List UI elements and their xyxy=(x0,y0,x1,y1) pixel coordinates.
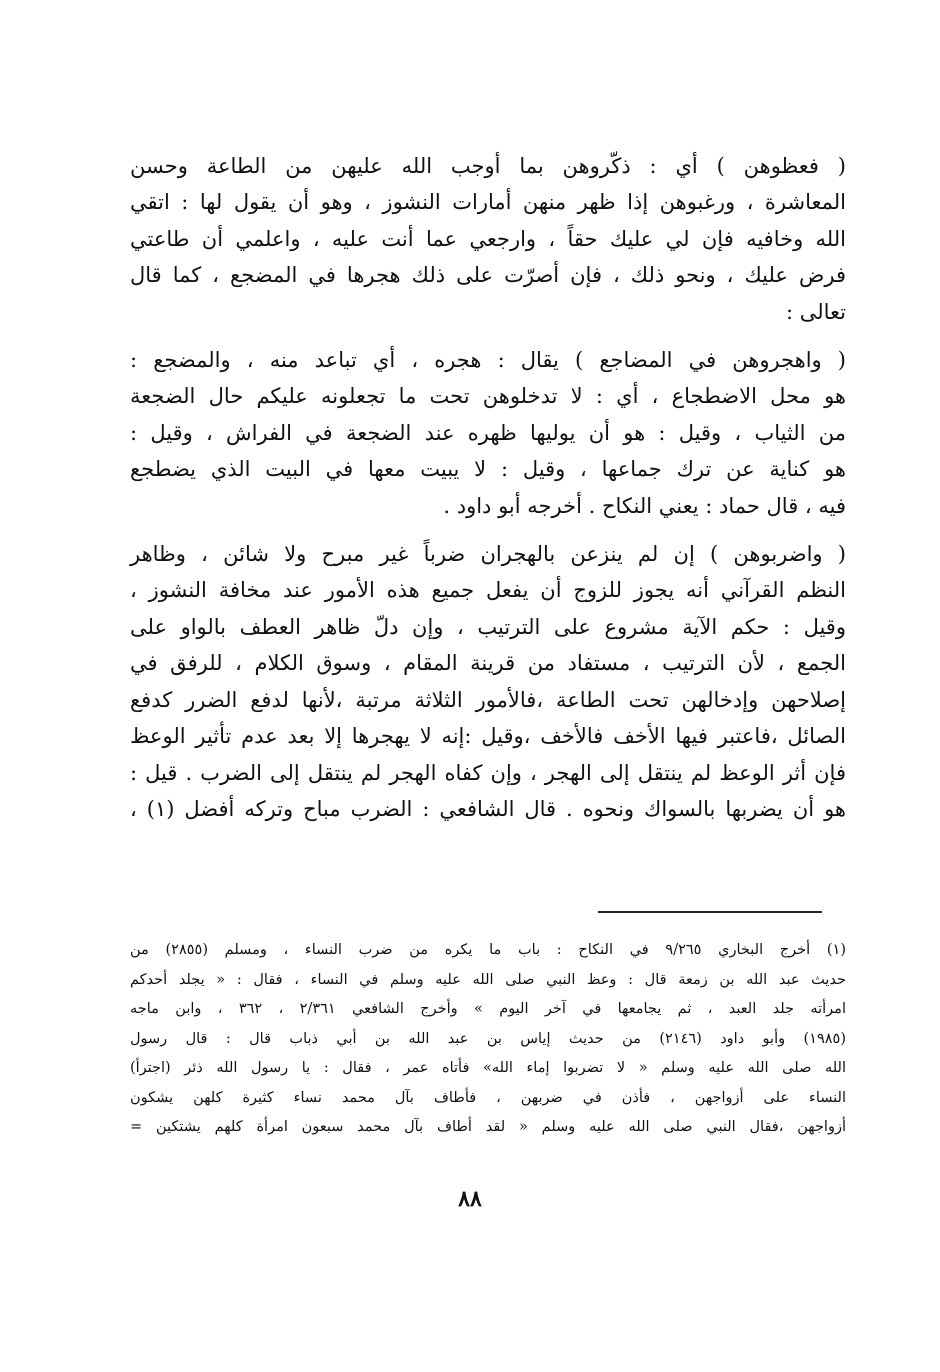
text-line: فيه ، قال حماد : يعني النكاح . أخرجه أبو داود . xyxy=(443,493,846,518)
footnote-line: حديث عبد الله بن زمعة قال : وعظ النبي صلى الله عليه وسلم في النساء ، فقال : « يجلد أحدكم xyxy=(130,971,846,988)
text-line: الصائل ،فاعتبر فيها الأخف فالأخف ،وقيل :إنه لا يهجرها إلا بعد عدم تأثير الوعظ xyxy=(130,724,846,749)
text-line: تعالى : xyxy=(785,299,846,324)
text-line: وقيل : حكم الآية مشروع على الترتيب ، وإن دلّ ظاهر العطف بالواو على xyxy=(130,614,846,639)
text-line: إصلاحهن وإدخالهن تحت الطاعة ،فالأمور الثلاثة مرتبة ،لأنها لدفع الضرر كدفع xyxy=(130,687,846,712)
text-line: هو أن يضربها بالسواك ونحوه . قال الشافعي : الضرب مباح وتركه أفضل (١) ، xyxy=(130,796,846,821)
text-line: المعاشرة ، ورغبوهن إذا ظهر منهن أمارات النشوز ، وهو أن يقول لها : اتقي xyxy=(130,190,846,215)
text-line: ( واضربوهن ) إن لم ينزعن بالهجران ضرباً غير مبرح ولا شائن ، وظاهر xyxy=(130,542,846,567)
page-number: ٨٨ xyxy=(458,1186,482,1212)
footnote-line: (١) أخرج البخاري ٩/٢٦٥ في النكاح : باب ما يكره من ضرب النساء ، ومسلم (٢٨٥٥) من xyxy=(130,942,846,958)
footnotes xyxy=(130,936,846,1143)
text-line: النظم القرآني أنه يجوز للزوج أن يفعل جميع هذه الأمور عند مخافة النشوز ، xyxy=(130,578,846,603)
footnote-line: أزواجهن ،فقال النبي صلى الله عليه وسلم « لقد أطاف بآل محمد سبعون امرأة كلهم يشتكين = xyxy=(130,1119,846,1135)
main-text xyxy=(130,148,846,827)
text-line: فرض عليك ، ونحو ذلك ، فإن أصرّت على ذلك هجرها في المضجع ، كما قال xyxy=(130,263,846,288)
text-line: من الثياب ، وقيل : هو أن يوليها ظهره عند الضجعة في الفراش ، وقيل : xyxy=(130,420,846,445)
text-line: هو محل الاضطجاع ، أي : لا تدخلوهن تحت ما تجعلونه عليكم حال الضجعة xyxy=(130,384,846,409)
text-line: هو كناية عن ترك جماعها ، وقيل : لا يبيت معها في البيت الذي يضطجع xyxy=(130,457,846,482)
paragraph-forsake xyxy=(130,342,846,524)
text-line: ( واهجروهن في المضاجع ) يقال : هجره ، أي تباعد منه ، والمضجع : xyxy=(130,348,846,373)
text-line: الجمع ، لأن الترتيب ، مستفاد من قرينة المقام ، وسوق الكلام ، للرفق في xyxy=(130,651,846,676)
footnote-line: (١٩٨٥) وأبو داود (٢١٤٦) من حديث إياس بن عبد الله بن أبي ذباب قال : قال رسول xyxy=(130,1030,846,1047)
paragraph-admonish xyxy=(130,148,846,330)
footnote-line: امرأته جلد العبد ، ثم يجامعها في آخر اليوم » وأخرج الشافعي ٢/٣٦١ ، ٣٦٢ ، وابن ماجه xyxy=(130,1001,846,1017)
text-line: الله وخافيه فإن لي عليك حقاً ، وارجعي عما أنت عليه ، واعلمي أن طاعتي xyxy=(130,226,846,251)
text-line: ( فعظوهن ) أي : ذكّروهن بما أوجب الله عليهن من الطاعة وحسن xyxy=(130,154,846,178)
footnote-line: الله صلى الله عليه وسلم « لا تضربوا إماء الله» فأتاه عمر ، فقال : يا رسول الله ذئر (اجترأ) xyxy=(130,1060,846,1076)
footnote-line: النساء على أزواجهن ، فأذن في ضربهن ، فأطاف بآل محمد نساء كثيرة كلهن يشكون xyxy=(130,1089,846,1106)
text-line: فإن أثر الوعظ لم ينتقل إلى الهجر ، وإن كفاه الهجر لم ينتقل إلى الضرب . قيل : xyxy=(130,760,846,785)
footnote-separator xyxy=(598,911,822,913)
paragraph-strike xyxy=(130,536,846,827)
